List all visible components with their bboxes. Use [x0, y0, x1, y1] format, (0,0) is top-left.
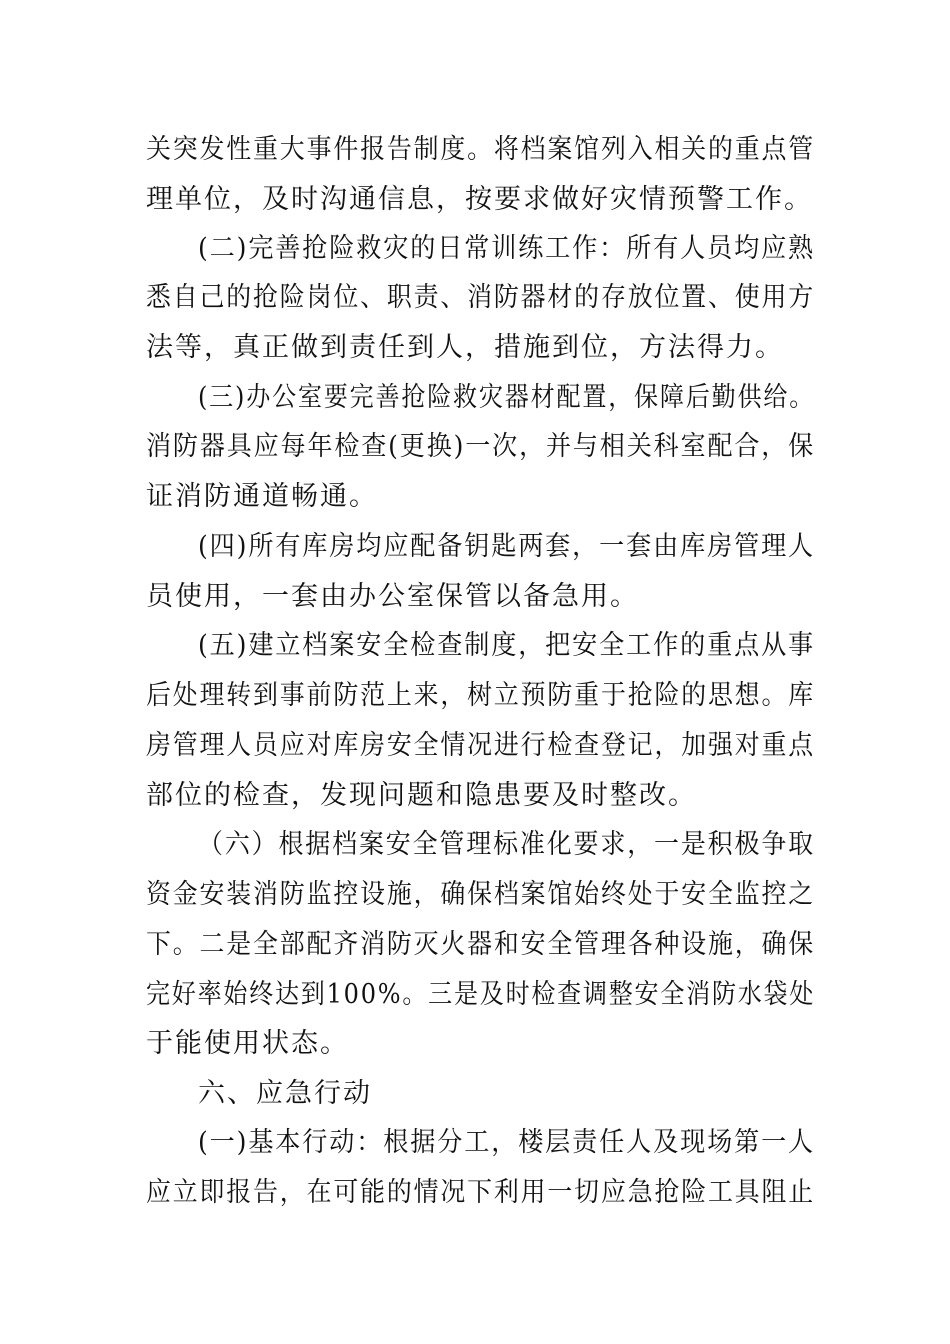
text-line: 证消防通道畅通。 [146, 481, 378, 512]
text-line: 于能使用状态。 [146, 1028, 349, 1059]
text-line: (二)完善抢险救灾的日常训练工作：所有人员均应熟 [198, 233, 816, 264]
text-line: （六）根据档案安全管理标准化要求，一是积极争取 [198, 829, 815, 860]
text-line: 法等，真正做到责任到人，措施到位，方法得力。 [146, 332, 784, 363]
text-line: 后处理转到事前防范上来，树立预防重于抢险的思想。库 [146, 680, 816, 711]
text-line: 房管理人员应对库房安全情况进行检查登记，加强对重点 [146, 730, 816, 761]
text-line: 员使用，一套由办公室保管以备急用。 [146, 581, 639, 612]
text-line: 完好率始终达到100%。三是及时检查调整安全消防水袋处 [146, 979, 816, 1010]
text-line: (一)基本行动：根据分工，楼层责任人及现场第一人 [198, 1127, 816, 1158]
text-line: (四)所有库房均应配备钥匙两套，一套由库房管理人 [198, 531, 816, 562]
text-line: 资金安装消防监控设施，确保档案馆始终处于安全监控之 [146, 879, 816, 910]
text-line: 消防器具应每年检查(更换)一次，并与相关科室配合，保 [146, 431, 816, 462]
text-line: 关突发性重大事件报告制度。将档案馆列入相关的重点管 [146, 134, 816, 165]
text-line: 悉自己的抢险岗位、职责、消防器材的存放位置、使用方 [146, 282, 816, 313]
text-line: 理单位，及时沟通信息，按要求做好灾情预警工作。 [146, 184, 813, 215]
text-line: 下。二是全部配齐消防灭火器和安全管理各种设施，确保 [146, 929, 816, 960]
text-line: 部位的检查，发现问题和隐患要及时整改。 [146, 780, 697, 811]
section-heading: 六、应急行动 [198, 1078, 372, 1109]
text-line: (三)办公室要完善抢险救灾器材配置，保障后勤供给。 [198, 382, 816, 413]
text-line: (五)建立档案安全检查制度，把安全工作的重点从事 [198, 630, 816, 661]
text-line: 应立即报告，在可能的情况下利用一切应急抢险工具阻止 [146, 1177, 816, 1208]
